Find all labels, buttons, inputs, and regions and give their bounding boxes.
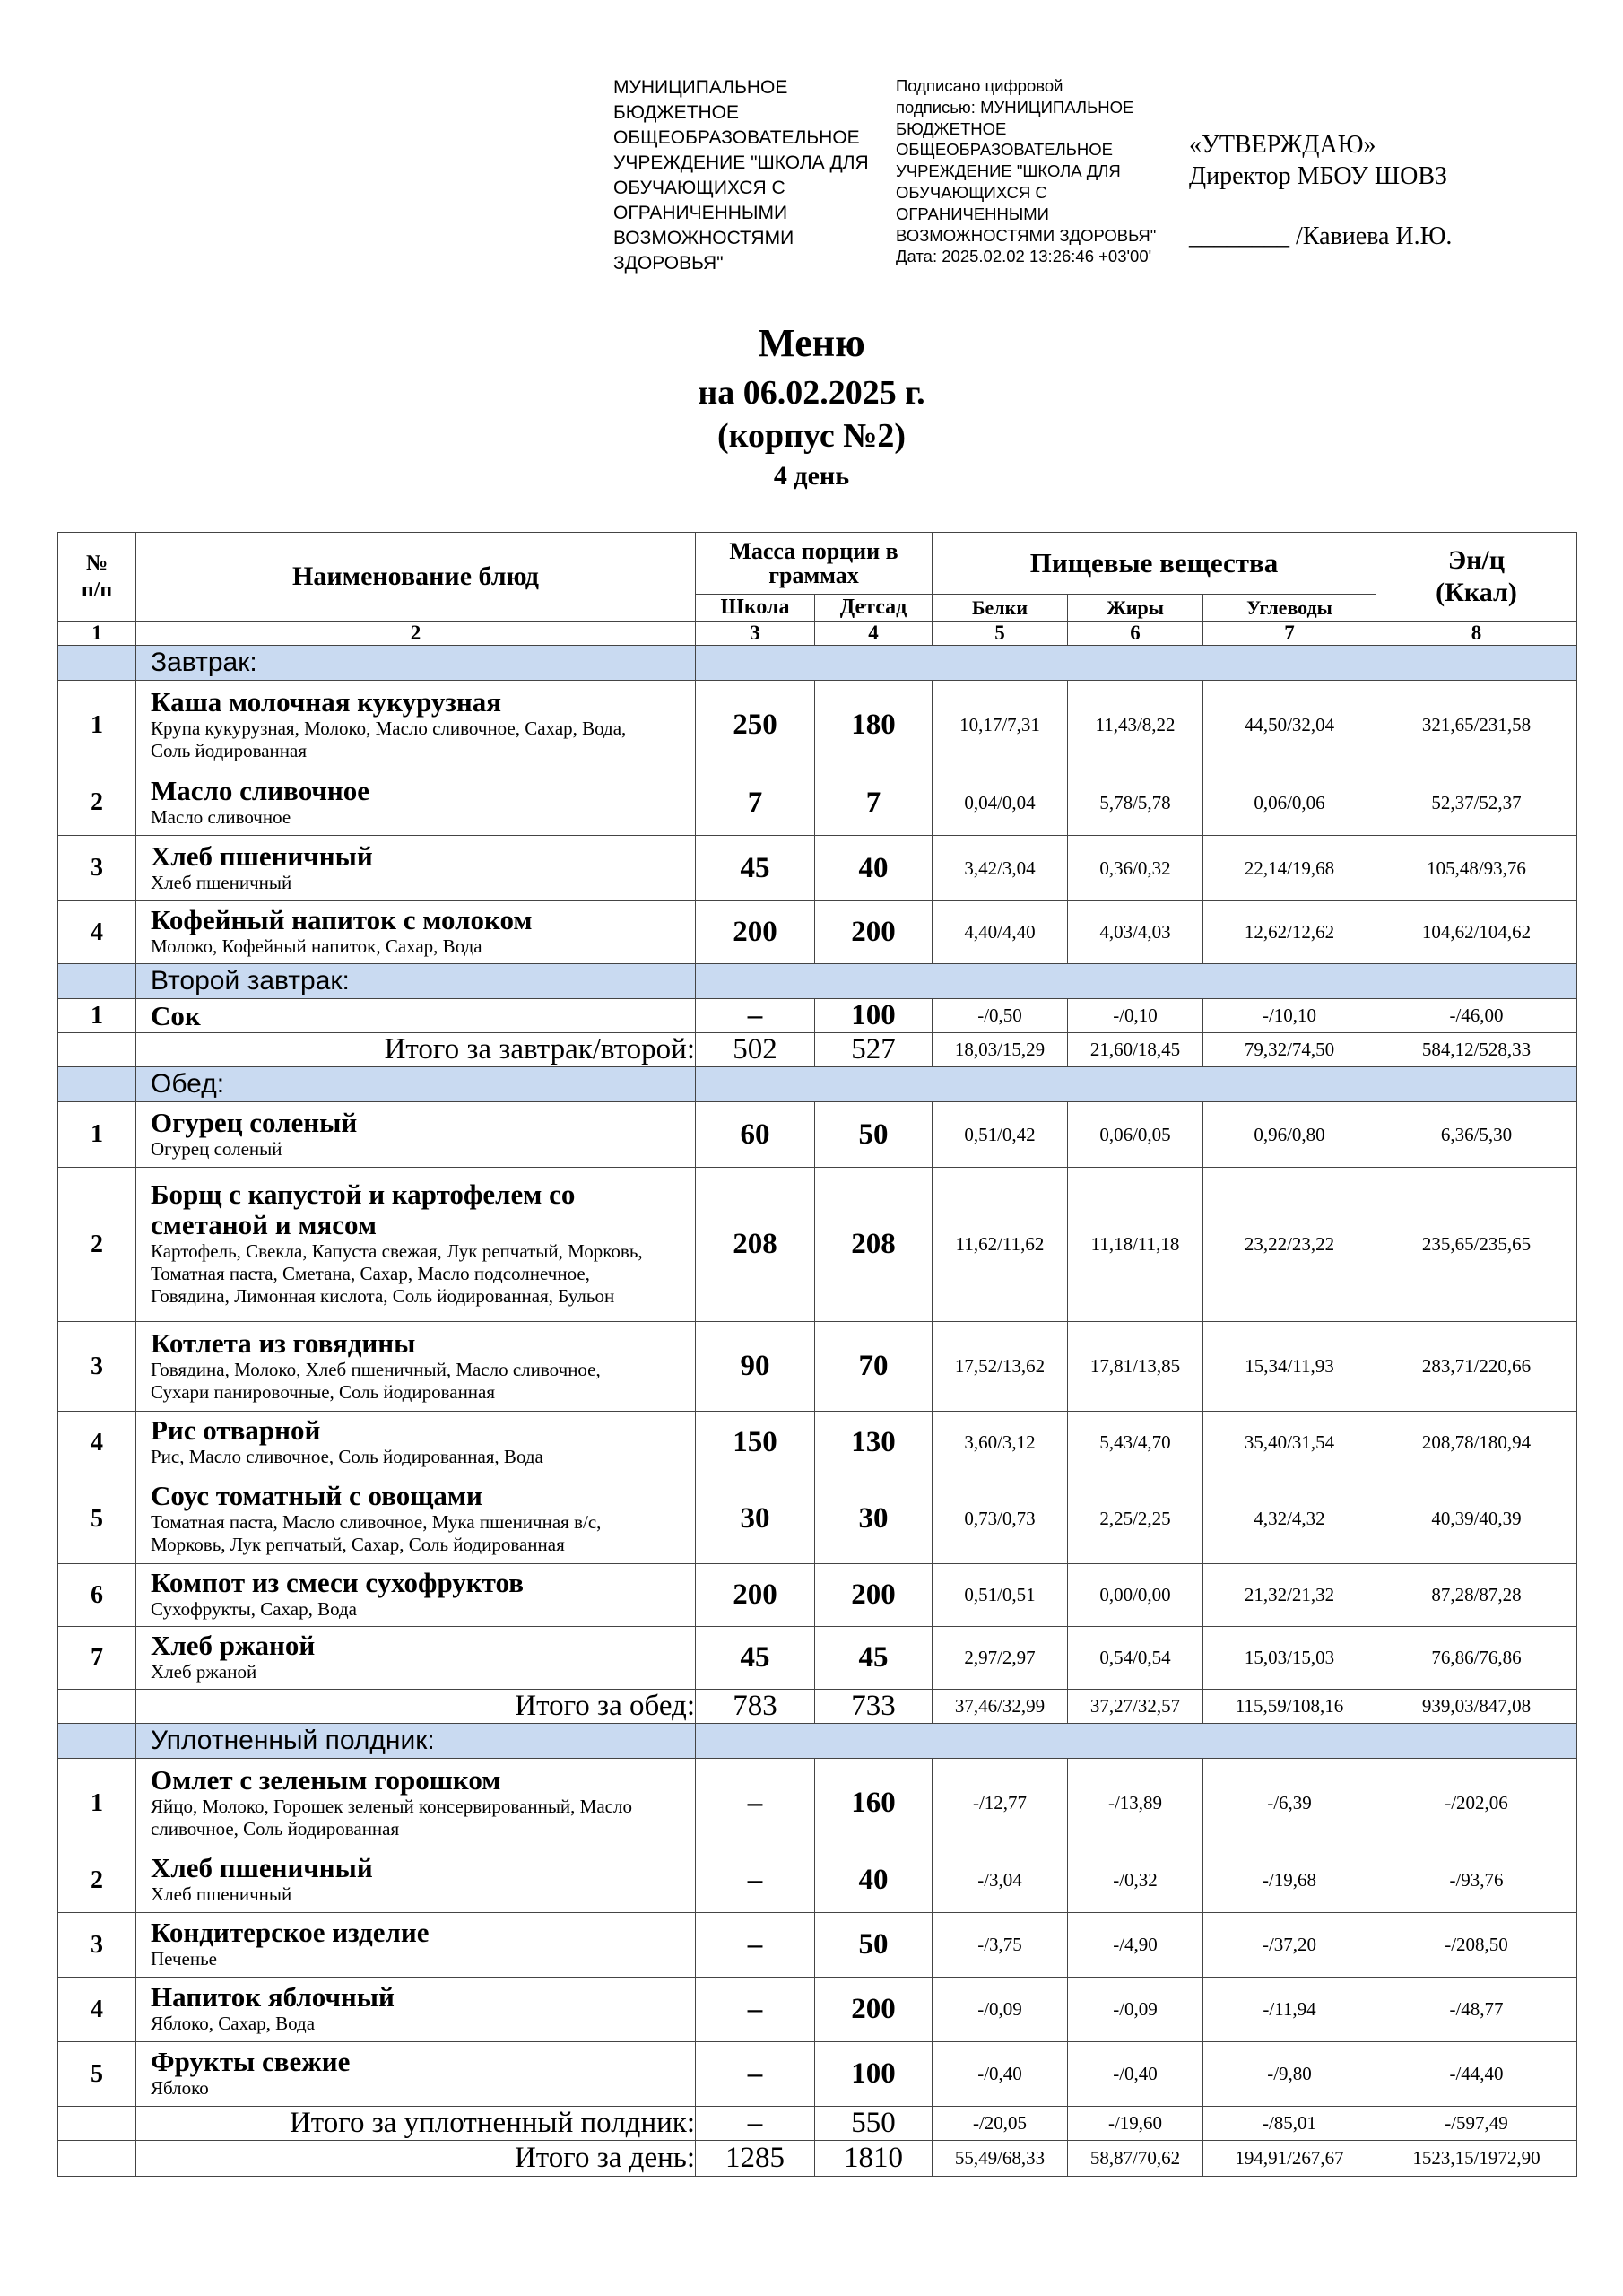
col-index: 7 bbox=[1203, 622, 1376, 646]
fat-value: 11,18/11,18 bbox=[1068, 1168, 1203, 1322]
dish-cell bbox=[136, 770, 696, 836]
stamp-line: МУНИЦИПАЛЬНОЕ bbox=[613, 77, 788, 98]
protein-value: 17,52/13,62 bbox=[933, 1322, 1068, 1412]
energy-value: 6,36/5,30 bbox=[1376, 1102, 1577, 1168]
fat-value: 0,06/0,05 bbox=[1068, 1102, 1203, 1168]
dish-number: 2 bbox=[58, 1848, 136, 1913]
dish-name: Борщ с капустой и картофелем со сметаной и мясом bbox=[151, 1178, 576, 1240]
fat-value: 0,36/0,32 bbox=[1068, 836, 1203, 901]
total-label: Итого за уплотненный полдник: bbox=[136, 2107, 696, 2141]
dish-row bbox=[58, 1848, 1577, 1913]
total-fat: 37,27/32,57 bbox=[1068, 1690, 1203, 1724]
col-school-header: Школа bbox=[696, 595, 815, 622]
col-index: 5 bbox=[933, 622, 1068, 646]
dish-cell bbox=[136, 1913, 696, 1978]
section-fill bbox=[696, 1067, 1577, 1102]
total-protein: 18,03/15,29 bbox=[933, 1033, 1068, 1067]
dish-number: 1 bbox=[58, 999, 136, 1033]
approval-position: Директор МБОУ ШОВЗ bbox=[1189, 162, 1448, 190]
carbs-value: -/11,94 bbox=[1203, 1978, 1376, 2042]
total-school-mass: 502 bbox=[696, 1033, 815, 1067]
school-mass: – bbox=[696, 2042, 815, 2107]
kinder-mass: 50 bbox=[815, 1913, 933, 1978]
dish-name: Хлеб ржаной bbox=[151, 1630, 316, 1661]
kinder-mass: 130 bbox=[815, 1412, 933, 1474]
kinder-mass: 45 bbox=[815, 1627, 933, 1690]
fat-value: -/0,32 bbox=[1068, 1848, 1203, 1913]
school-mass: – bbox=[696, 1978, 815, 2042]
dish-cell bbox=[136, 1978, 696, 2042]
col-index: 2 bbox=[136, 622, 696, 646]
col-energy-header: Эн/ц (Ккал) bbox=[1376, 533, 1577, 622]
school-mass: 45 bbox=[696, 1627, 815, 1690]
header-row bbox=[58, 533, 1577, 595]
dish-number: 7 bbox=[58, 1627, 136, 1690]
dish-ingredients: Хлеб ржаной bbox=[151, 1661, 257, 1683]
stamp-line: ОГРАНИЧЕННЫМИ bbox=[896, 204, 1049, 223]
dish-ingredients: Яблоко bbox=[151, 2077, 209, 2099]
dish-ingredients: Огурец соленый bbox=[151, 1137, 282, 1160]
dish-row bbox=[58, 999, 1577, 1033]
energy-value: -/48,77 bbox=[1376, 1978, 1577, 2042]
stamp-line: ВОЗМОЖНОСТЯМИ bbox=[613, 228, 794, 248]
carbs-value: 21,32/21,32 bbox=[1203, 1564, 1376, 1627]
energy-value: 40,39/40,39 bbox=[1376, 1474, 1577, 1564]
kinder-mass: 7 bbox=[815, 770, 933, 836]
dish-row bbox=[58, 2042, 1577, 2107]
stamp-line: ЗДОРОВЬЯ" bbox=[613, 253, 724, 274]
total-carbs: 194,91/267,67 bbox=[1203, 2141, 1376, 2177]
fat-value: 17,81/13,85 bbox=[1068, 1322, 1203, 1412]
kinder-mass: 50 bbox=[815, 1102, 933, 1168]
stamp-line: БЮДЖЕТНОЕ bbox=[613, 102, 740, 123]
dish-ingredients: Яйцо, Молоко, Горошек зеленый консервированный, Масло сливочное, Соль йодированная bbox=[151, 1795, 632, 1839]
dish-row bbox=[58, 1322, 1577, 1412]
stamp-line: ОГРАНИЧЕННЫМИ bbox=[613, 203, 788, 223]
document-title: Меню bbox=[758, 321, 865, 365]
dish-name: Масло сливочное bbox=[151, 774, 370, 806]
protein-value: 3,42/3,04 bbox=[933, 836, 1068, 901]
school-mass: 200 bbox=[696, 901, 815, 964]
approval-block bbox=[1189, 129, 1452, 252]
dish-row bbox=[58, 1474, 1577, 1564]
total-kinder-mass: 733 bbox=[815, 1690, 933, 1724]
dish-name: Соус томатный с овощами bbox=[151, 1479, 482, 1511]
dish-ingredients: Томатная паста, Масло сливочное, Мука пшеничная в/с, Морковь, Лук репчатый, Сахар, Соль йодированная bbox=[151, 1510, 602, 1555]
menu-table bbox=[57, 532, 1577, 2177]
energy-value: 87,28/87,28 bbox=[1376, 1564, 1577, 1627]
signature-line: ________ /Кавиева И.Ю. bbox=[1189, 222, 1453, 250]
dish-ingredients: Молоко, Кофейный напиток, Сахар, Вода bbox=[151, 935, 482, 957]
carbs-value: 35,40/31,54 bbox=[1203, 1412, 1376, 1474]
kinder-mass: 40 bbox=[815, 1848, 933, 1913]
protein-value: 0,51/0,42 bbox=[933, 1102, 1068, 1168]
section-title: Второй завтрак: bbox=[136, 964, 696, 999]
dish-name: Котлета из говядины bbox=[151, 1326, 416, 1359]
carbs-value: 23,22/23,22 bbox=[1203, 1168, 1376, 1322]
empty-cell bbox=[58, 1033, 136, 1067]
stamp-line: ОБЩЕОБРАЗОВАТЕЛЬНОЕ bbox=[613, 127, 860, 148]
day-label: 4 день bbox=[773, 461, 850, 491]
carbs-value: 0,96/0,80 bbox=[1203, 1102, 1376, 1168]
empty-cell bbox=[58, 964, 136, 999]
dish-cell bbox=[136, 1564, 696, 1627]
dish-row bbox=[58, 1168, 1577, 1322]
kinder-mass: 200 bbox=[815, 1564, 933, 1627]
total-fat: 21,60/18,45 bbox=[1068, 1033, 1203, 1067]
dish-number: 3 bbox=[58, 836, 136, 901]
empty-cell bbox=[58, 2141, 136, 2177]
school-mass: 250 bbox=[696, 681, 815, 770]
stamp-line: ОБУЧАЮЩИХСЯ С bbox=[896, 182, 1047, 202]
empty-cell bbox=[58, 646, 136, 681]
kinder-mass: 40 bbox=[815, 836, 933, 901]
stamp-line: Дата: 2025.02.02 13:26:46 +03'00' bbox=[896, 247, 1152, 266]
carbs-value: 22,14/19,68 bbox=[1203, 836, 1376, 901]
energy-value: 235,65/235,65 bbox=[1376, 1168, 1577, 1322]
dish-row bbox=[58, 1412, 1577, 1474]
dish-number: 5 bbox=[58, 1474, 136, 1564]
carbs-value: -/37,20 bbox=[1203, 1913, 1376, 1978]
stamp-line: БЮДЖЕТНОЕ bbox=[896, 118, 1007, 138]
protein-value: 11,62/11,62 bbox=[933, 1168, 1068, 1322]
dish-row bbox=[58, 1102, 1577, 1168]
carbs-value: -/19,68 bbox=[1203, 1848, 1376, 1913]
total-energy: -/597,49 bbox=[1376, 2107, 1577, 2141]
protein-value: 0,51/0,51 bbox=[933, 1564, 1068, 1627]
protein-value: 10,17/7,31 bbox=[933, 681, 1068, 770]
section-header-row bbox=[58, 964, 1577, 999]
school-mass: 60 bbox=[696, 1102, 815, 1168]
signatory-organization bbox=[613, 75, 891, 276]
fat-value: 5,78/5,78 bbox=[1068, 770, 1203, 836]
column-index-row bbox=[58, 622, 1577, 646]
dish-row bbox=[58, 836, 1577, 901]
col-name-header: Наименование блюд bbox=[136, 533, 696, 622]
dish-cell bbox=[136, 1412, 696, 1474]
col-kinder-header: Детсад bbox=[815, 595, 933, 622]
school-mass: – bbox=[696, 1848, 815, 1913]
fat-value: 4,03/4,03 bbox=[1068, 901, 1203, 964]
dish-cell bbox=[136, 901, 696, 964]
stamp-line: ВОЗМОЖНОСТЯМИ ЗДОРОВЬЯ" bbox=[896, 225, 1157, 245]
school-mass: 200 bbox=[696, 1564, 815, 1627]
protein-value: -/3,04 bbox=[933, 1848, 1068, 1913]
section-title: Уплотненный полдник: bbox=[136, 1724, 696, 1759]
carbs-value: 44,50/32,04 bbox=[1203, 681, 1376, 770]
empty-cell bbox=[58, 1067, 136, 1102]
dish-name: Омлет с зеленым горошком bbox=[151, 1763, 501, 1796]
dish-row bbox=[58, 1913, 1577, 1978]
dish-cell bbox=[136, 1627, 696, 1690]
col-index: 6 bbox=[1068, 622, 1203, 646]
fat-value: 0,00/0,00 bbox=[1068, 1564, 1203, 1627]
stamp-line: ОБЩЕОБРАЗОВАТЕЛЬНОЕ bbox=[896, 140, 1113, 160]
fat-value: -/13,89 bbox=[1068, 1759, 1203, 1848]
dish-ingredients: Печенье bbox=[151, 1948, 217, 1970]
empty-cell bbox=[58, 2107, 136, 2141]
dish-number: 1 bbox=[58, 1759, 136, 1848]
energy-value: 321,65/231,58 bbox=[1376, 681, 1577, 770]
col-nutrients-header: Пищевые вещества bbox=[933, 533, 1376, 595]
section-header-row bbox=[58, 1067, 1577, 1102]
energy-value: 283,71/220,66 bbox=[1376, 1322, 1577, 1412]
col-num-header: № п/п bbox=[58, 533, 136, 622]
school-mass: – bbox=[696, 1913, 815, 1978]
section-fill bbox=[696, 646, 1577, 681]
total-kinder-mass: 550 bbox=[815, 2107, 933, 2141]
dish-name: Огурец соленый bbox=[151, 1106, 358, 1138]
total-fat: -/19,60 bbox=[1068, 2107, 1203, 2141]
day-total-row bbox=[58, 2141, 1577, 2177]
stamp-line: УЧРЕЖДЕНИЕ "ШКОЛА ДЛЯ bbox=[613, 152, 869, 173]
stamp-line: ОБУЧАЮЩИХСЯ С bbox=[613, 178, 785, 198]
protein-value: 2,97/2,97 bbox=[933, 1627, 1068, 1690]
carbs-value: 12,62/12,62 bbox=[1203, 901, 1376, 964]
carbs-value: 0,06/0,06 bbox=[1203, 770, 1376, 836]
dish-name: Кондитерское изделие bbox=[151, 1917, 430, 1948]
energy-value: -/44,40 bbox=[1376, 2042, 1577, 2107]
total-fat: 58,87/70,62 bbox=[1068, 2141, 1203, 2177]
dish-cell bbox=[136, 1848, 696, 1913]
dish-row bbox=[58, 1564, 1577, 1627]
dish-ingredients: Масло сливочное bbox=[151, 805, 291, 828]
fat-value: 5,43/4,70 bbox=[1068, 1412, 1203, 1474]
total-energy: 1523,15/1972,90 bbox=[1376, 2141, 1577, 2177]
section-header-row bbox=[58, 646, 1577, 681]
dish-cell bbox=[136, 1322, 696, 1412]
school-mass: – bbox=[696, 999, 815, 1033]
total-label: Итого за день: bbox=[136, 2141, 696, 2177]
dish-number: 1 bbox=[58, 1102, 136, 1168]
section-fill bbox=[696, 1724, 1577, 1759]
energy-value: 76,86/76,86 bbox=[1376, 1627, 1577, 1690]
fat-value: 0,54/0,54 bbox=[1068, 1627, 1203, 1690]
total-carbs: 115,59/108,16 bbox=[1203, 1690, 1376, 1724]
dish-row bbox=[58, 1978, 1577, 2042]
section-header-row bbox=[58, 1724, 1577, 1759]
section-title: Завтрак: bbox=[136, 646, 696, 681]
dish-name: Фрукты свежие bbox=[151, 2046, 351, 2077]
fat-value: -/0,10 bbox=[1068, 999, 1203, 1033]
carbs-value: 15,34/11,93 bbox=[1203, 1322, 1376, 1412]
col-fat-header: Жиры bbox=[1068, 595, 1203, 622]
dish-cell bbox=[136, 999, 696, 1033]
dish-number: 3 bbox=[58, 1322, 136, 1412]
carbs-value: 15,03/15,03 bbox=[1203, 1627, 1376, 1690]
dish-ingredients: Рис, Масло сливочное, Соль йодированная, Вода bbox=[151, 1446, 543, 1467]
energy-value: 105,48/93,76 bbox=[1376, 836, 1577, 901]
school-mass: 30 bbox=[696, 1474, 815, 1564]
carbs-value: 4,32/4,32 bbox=[1203, 1474, 1376, 1564]
col-mass-header: Масса порции в граммах bbox=[696, 533, 933, 595]
total-protein: 37,46/32,99 bbox=[933, 1690, 1068, 1724]
total-carbs: -/85,01 bbox=[1203, 2107, 1376, 2141]
dish-name: Сок bbox=[151, 999, 201, 1031]
dish-ingredients: Хлеб пшеничный bbox=[151, 871, 292, 893]
section-total-row bbox=[58, 2107, 1577, 2141]
carbs-value: -/10,10 bbox=[1203, 999, 1376, 1033]
total-energy: 584,12/528,33 bbox=[1376, 1033, 1577, 1067]
fat-value: -/4,90 bbox=[1068, 1913, 1203, 1978]
col-index: 4 bbox=[815, 622, 933, 646]
carbs-value: -/9,80 bbox=[1203, 2042, 1376, 2107]
menu-date: на 06.02.2025 г. bbox=[698, 374, 925, 412]
fat-value: -/0,40 bbox=[1068, 2042, 1203, 2107]
dish-cell bbox=[136, 1474, 696, 1564]
col-carbs-header: Углеводы bbox=[1203, 595, 1376, 622]
dish-row bbox=[58, 901, 1577, 964]
approval-heading: «УТВЕРЖДАЮ» bbox=[1189, 131, 1376, 159]
dish-cell bbox=[136, 1759, 696, 1848]
energy-value: -/202,06 bbox=[1376, 1759, 1577, 1848]
col-protein-header: Белки bbox=[933, 595, 1068, 622]
total-school-mass: 1285 bbox=[696, 2141, 815, 2177]
fat-value: 2,25/2,25 bbox=[1068, 1474, 1203, 1564]
stamp-line: Подписано цифровой bbox=[896, 76, 1063, 95]
school-mass: 7 bbox=[696, 770, 815, 836]
stamp-line: подписью: МУНИЦИПАЛЬНОЕ bbox=[896, 97, 1134, 117]
total-protein: 55,49/68,33 bbox=[933, 2141, 1068, 2177]
total-label: Итого за завтрак/второй: bbox=[136, 1033, 696, 1067]
total-school-mass: 783 bbox=[696, 1690, 815, 1724]
kinder-mass: 208 bbox=[815, 1168, 933, 1322]
dish-name: Рис отварной bbox=[151, 1414, 321, 1446]
fat-value: -/0,09 bbox=[1068, 1978, 1203, 2042]
energy-value: -/46,00 bbox=[1376, 999, 1577, 1033]
dish-cell bbox=[136, 1168, 696, 1322]
dish-ingredients: Крупа кукурузная, Молоко, Масло сливочное, Сахар, Вода, Соль йодированная bbox=[151, 717, 627, 761]
dish-number: 6 bbox=[58, 1564, 136, 1627]
stamp-line: УЧРЕЖДЕНИЕ "ШКОЛА ДЛЯ bbox=[896, 161, 1121, 181]
total-school-mass: – bbox=[696, 2107, 815, 2141]
digital-signature-stamp bbox=[896, 75, 1183, 267]
kinder-mass: 200 bbox=[815, 901, 933, 964]
section-title: Обед: bbox=[136, 1067, 696, 1102]
dish-name: Хлеб пшеничный bbox=[151, 839, 373, 872]
kinder-mass: 70 bbox=[815, 1322, 933, 1412]
section-total-row bbox=[58, 1690, 1577, 1724]
school-mass: 45 bbox=[696, 836, 815, 901]
protein-value: -/12,77 bbox=[933, 1759, 1068, 1848]
protein-value: 3,60/3,12 bbox=[933, 1412, 1068, 1474]
dish-row bbox=[58, 770, 1577, 836]
carbs-value: -/6,39 bbox=[1203, 1759, 1376, 1848]
protein-value: 0,73/0,73 bbox=[933, 1474, 1068, 1564]
dish-number: 4 bbox=[58, 901, 136, 964]
school-mass: 90 bbox=[696, 1322, 815, 1412]
dish-number: 5 bbox=[58, 2042, 136, 2107]
protein-value: 0,04/0,04 bbox=[933, 770, 1068, 836]
protein-value: -/0,09 bbox=[933, 1978, 1068, 2042]
energy-value: 104,62/104,62 bbox=[1376, 901, 1577, 964]
total-kinder-mass: 527 bbox=[815, 1033, 933, 1067]
total-carbs: 79,32/74,50 bbox=[1203, 1033, 1376, 1067]
dish-name: Кофейный напиток с молоком bbox=[151, 904, 533, 935]
dish-cell bbox=[136, 2042, 696, 2107]
empty-cell bbox=[58, 1724, 136, 1759]
dish-row bbox=[58, 1759, 1577, 1848]
fat-value: 11,43/8,22 bbox=[1068, 681, 1203, 770]
dish-number: 2 bbox=[58, 770, 136, 836]
total-protein: -/20,05 bbox=[933, 2107, 1068, 2141]
dish-cell bbox=[136, 1102, 696, 1168]
school-mass: 208 bbox=[696, 1168, 815, 1322]
energy-value: -/93,76 bbox=[1376, 1848, 1577, 1913]
col-index: 8 bbox=[1376, 622, 1577, 646]
dish-number: 3 bbox=[58, 1913, 136, 1978]
empty-cell bbox=[58, 1690, 136, 1724]
energy-value: -/208,50 bbox=[1376, 1913, 1577, 1978]
protein-value: -/0,40 bbox=[933, 2042, 1068, 2107]
dish-row bbox=[58, 681, 1577, 770]
dish-name: Компот из смеси сухофруктов bbox=[151, 1567, 524, 1598]
kinder-mass: 160 bbox=[815, 1759, 933, 1848]
dish-ingredients: Сухофрукты, Сахар, Вода bbox=[151, 1598, 358, 1620]
dish-cell bbox=[136, 681, 696, 770]
dish-name: Каша молочная кукурузная bbox=[151, 685, 502, 718]
energy-value: 208,78/180,94 bbox=[1376, 1412, 1577, 1474]
energy-value: 52,37/52,37 bbox=[1376, 770, 1577, 836]
dish-number: 4 bbox=[58, 1412, 136, 1474]
dish-name: Напиток яблочный bbox=[151, 1981, 395, 2013]
dish-row bbox=[58, 1627, 1577, 1690]
total-kinder-mass: 1810 bbox=[815, 2141, 933, 2177]
col-index: 1 bbox=[58, 622, 136, 646]
school-mass: 150 bbox=[696, 1412, 815, 1474]
dish-ingredients: Хлеб пшеничный bbox=[151, 1883, 292, 1905]
section-fill bbox=[696, 964, 1577, 999]
dish-number: 1 bbox=[58, 681, 136, 770]
school-mass: – bbox=[696, 1759, 815, 1848]
dish-number: 4 bbox=[58, 1978, 136, 2042]
dish-cell bbox=[136, 836, 696, 901]
kinder-mass: 30 bbox=[815, 1474, 933, 1564]
kinder-mass: 100 bbox=[815, 2042, 933, 2107]
total-label: Итого за обед: bbox=[136, 1690, 696, 1724]
dish-ingredients: Говядина, Молоко, Хлеб пшеничный, Масло сливочное, Сухари панировочные, Соль йодированная bbox=[151, 1358, 601, 1403]
kinder-mass: 100 bbox=[815, 999, 933, 1033]
total-energy: 939,03/847,08 bbox=[1376, 1690, 1577, 1724]
protein-value: -/0,50 bbox=[933, 999, 1068, 1033]
dish-ingredients: Яблоко, Сахар, Вода bbox=[151, 2013, 316, 2034]
dish-name: Хлеб пшеничный bbox=[151, 1852, 373, 1883]
kinder-mass: 180 bbox=[815, 681, 933, 770]
protein-value: -/3,75 bbox=[933, 1913, 1068, 1978]
col-index: 3 bbox=[696, 622, 815, 646]
kinder-mass: 200 bbox=[815, 1978, 933, 2042]
building-label: (корпус №2) bbox=[716, 417, 907, 455]
dish-number: 2 bbox=[58, 1168, 136, 1322]
section-total-row bbox=[58, 1033, 1577, 1067]
dish-ingredients: Картофель, Свекла, Капуста свежая, Лук репчатый, Морковь, Томатная паста, Сметана, Сахар, Масло подсолнечное, Говядина, Лимонная кислота, Соль йодированная, Бульон bbox=[151, 1240, 643, 1307]
protein-value: 4,40/4,40 bbox=[933, 901, 1068, 964]
